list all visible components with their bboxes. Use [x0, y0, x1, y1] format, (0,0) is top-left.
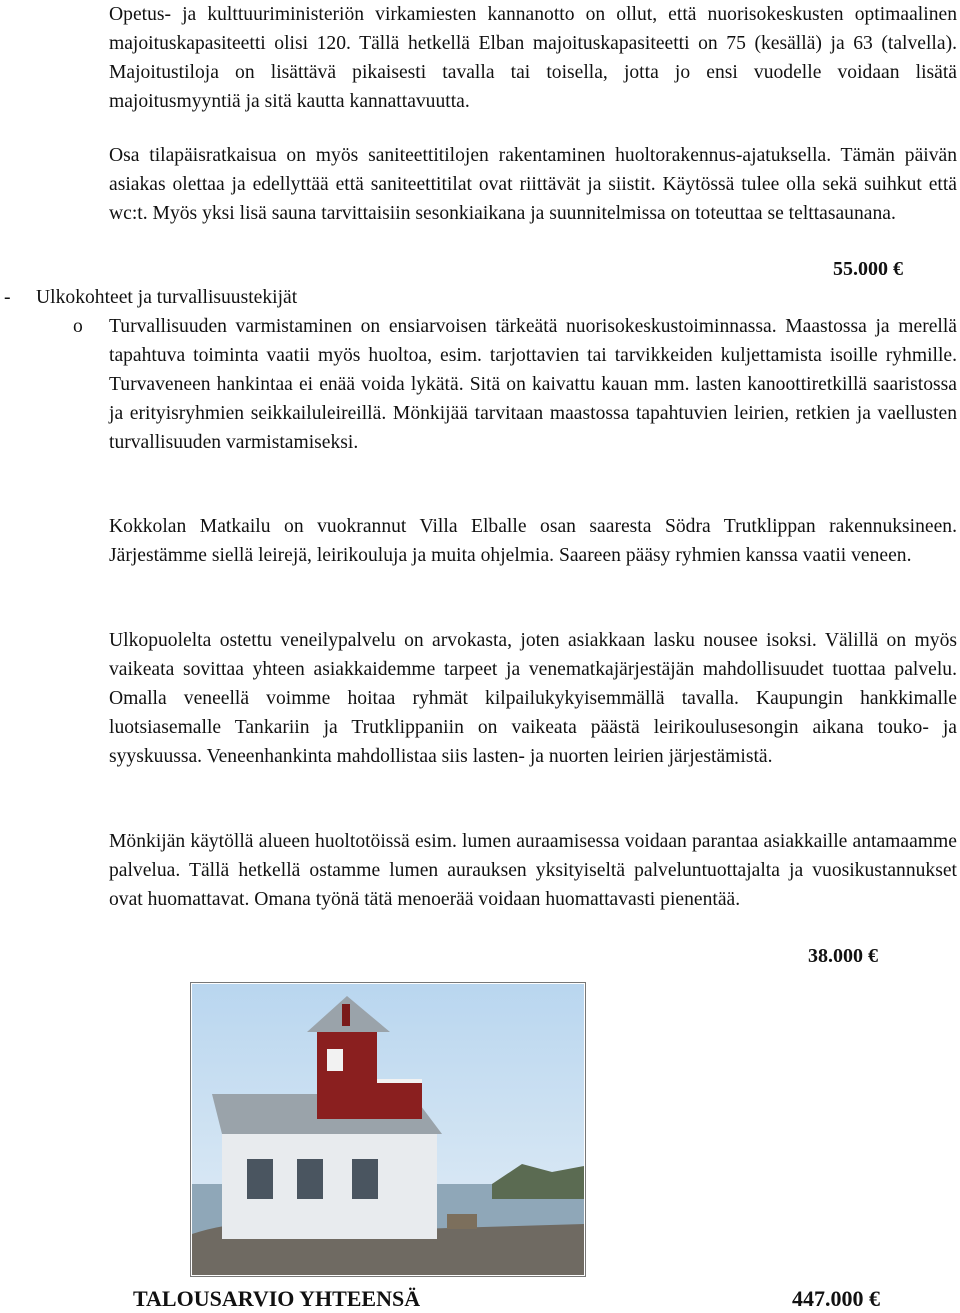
amount-sanitary: 55.000 € — [833, 258, 903, 280]
paragraph-safety: Turvallisuuden varmistaminen on ensiarvoisen tärkeätä nuorisokeskustoiminnassa. Maastossa ja merellä tapahtuva toiminta vaatii myös huoltoa, esim. tarjottavien tai tarvikkeiden kuljettamista isoille ryhmille. Turvaveneen hankintaa ei enää voida lykätä. Sitä on kaivattu kauan mm. lasten kanoottiretkillä saaristossa ja erityisryhmien seikkailuleireillä. Mönkijää tarvitaan maastossa tapahtuvien leirien, retkien ja vaellusten turvallisuuden varmistamiseksi. — [109, 316, 957, 453]
shrubs — [447, 1214, 477, 1229]
sub-bullet-marker: o — [73, 316, 83, 337]
red-tower — [317, 1029, 377, 1119]
island-building-photo — [190, 982, 586, 1277]
tower-window — [327, 1049, 343, 1071]
balcony-rail — [377, 1079, 422, 1083]
budget-total-label: TALOUSARVIO YHTEENSÄ — [133, 1286, 421, 1311]
paragraph-atv: Mönkijän käytöllä alueen huoltotöissä esim. lumen auraamisessa voidaan parantaa asiakkaille antamaamme palvelua. Tällä hetkellä ostamme lumen aurauksen yksityiseltä palveluntuottajalta ja vuosikustannukset ovat huomattavat. Omana työnä tätä menoerää voidaan huomattavasti pienentää. — [109, 831, 957, 910]
window-left — [247, 1159, 273, 1199]
chimney — [342, 1004, 350, 1026]
window-middle — [297, 1159, 323, 1199]
budget-total-amount: 447.000 € — [792, 1286, 880, 1311]
amount-outdoor: 38.000 € — [808, 945, 878, 967]
list-dash: - — [4, 287, 11, 308]
window-right — [352, 1159, 378, 1199]
photo-illustration — [192, 984, 584, 1275]
paragraph-boat: Ulkopuolelta ostettu veneilypalvelu on arvokasta, joten asiakkaan lasku nousee isoksi. Välillä on myös vaikeata sovittaa yhteen asiakkaidemme tarpeet ja venematkajärjestäjän mahdollisuudet tuottaa palvelu. Omalla veneellä voimme hoitaa ryhmät kilpailukykyisemmällä tavalla. Kaupungin hankkimalle luotsiasemalle Tankariin ja Trutklippaniin on vaikeata päästä leirikoulusesongin aikana touko- ja syyskuussa. Veneenhankinta mahdollistaa siis lasten- ja nuorten leirien järjestämistä. — [109, 630, 957, 767]
balcony — [377, 1079, 422, 1119]
paragraph-island: Kokkolan Matkailu on vuokrannut Villa Elballe osan saaresta Södra Trutklippan rakennuksineen. Järjestämme siellä leirejä, leirikouluja ja muita ohjelmia. Saareen pääsy ryhmien kanssa vaatii veneen. — [109, 516, 957, 566]
section-heading: Ulkokohteet ja turvallisuustekijät — [36, 287, 298, 308]
paragraph-sanitary: Osa tilapäisratkaisua on myös saniteettitilojen rakentaminen huoltorakennus-ajatuksella. Tämän päivän asiakas olettaa ja edellyttää että saniteettitilat ovat riittävät ja siistit. Käytössä tulee olla sekä suihkut että wc:t. Myös yksi lisä sauna tarvittaisiin sesonkiaikana ja suunnitelmissa on toteuttaa se telttasaunana. — [109, 145, 957, 224]
paragraph-capacity: Opetus- ja kulttuuriministeriön virkamiesten kannanotto on ollut, että nuorisokeskusten optimaalinen majoituskapasiteetti olisi 120. Tällä hetkellä Elban majoituskapasiteetti on 75 (kesällä) ja 63 (talvella). Majoitustiloja on lisättävä pikaisesti tavalla tai toisella, jotta jo ensi vuodelle voidaan lisätä majoitusmyyntiä ja sitä kautta kannattavuutta. — [109, 4, 957, 112]
